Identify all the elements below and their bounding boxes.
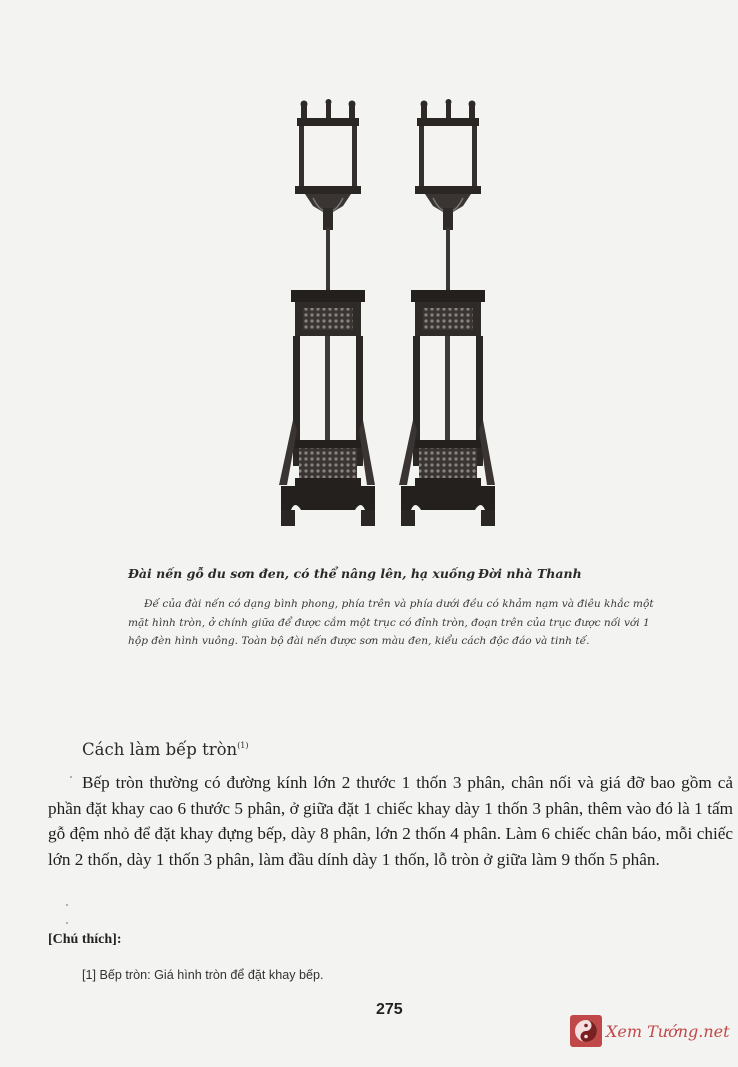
body-paragraph: Bếp tròn thường có đường kính lớn 2 thước 1 thốn 3 phân, chân nối và giá đỡ bao gồm cả phần đặt khay cao 6 thước 5 phân, ở giữa đặt 1 chiếc khay dày 1 thốn 3 phân, thêm vào đó là 1 tấm gỗ đệm nhỏ để đặt khay đựng bếp, dày 8 phân, lớn 2 thốn 4 phân. Làm 6 chiếc chân báo, mỗi chiếc lớn 2 thốn, dày 1 thốn 3 phân, làm đầu dính dày 1 thốn, lỗ tròn ở giữa làm 9 thốn 5 phân.	[48, 773, 733, 869]
candle-stand-illustration	[255, 90, 515, 550]
watermark-text: Xem Tướng.net	[606, 1021, 730, 1041]
candle-stand-left	[279, 99, 375, 526]
footnote-reference[interactable]: (1)	[237, 741, 249, 750]
note-item: [1] Bếp tròn: Giá hình tròn để đặt khay bếp.	[82, 968, 324, 982]
scan-speck	[66, 922, 68, 924]
scan-speck	[66, 904, 68, 906]
figure-caption-title: Đài nến gỗ du sơn đen, có thể nâng lên, hạ xuống	[128, 566, 476, 581]
notes-heading: [Chú thích]:	[48, 932, 122, 947]
page-number: 275	[376, 1001, 403, 1018]
section-heading	[82, 740, 249, 759]
figure-caption-dynasty: Đời nhà Thanh	[478, 566, 582, 581]
figure-caption-description: Đế của đài nến có dạng bình phong, phía trên và phía dưới đều có khảm nạm và điêu khắc một mặt hình tròn, ở chính giữa để được cắm một trục có đỉnh tròn, đoạn trên của trục được nối với 1 hộp đèn hình vuông. Toàn bộ đài nến được sơn màu đen, kiểu cách độc đáo và tinh tế.	[128, 598, 654, 647]
watermark[interactable]	[570, 1013, 730, 1049]
yin-yang-icon	[570, 1015, 602, 1047]
candle-stand-right	[399, 99, 495, 526]
scan-speck	[70, 776, 72, 778]
section-heading-text: Cách làm bếp tròn	[82, 740, 238, 759]
